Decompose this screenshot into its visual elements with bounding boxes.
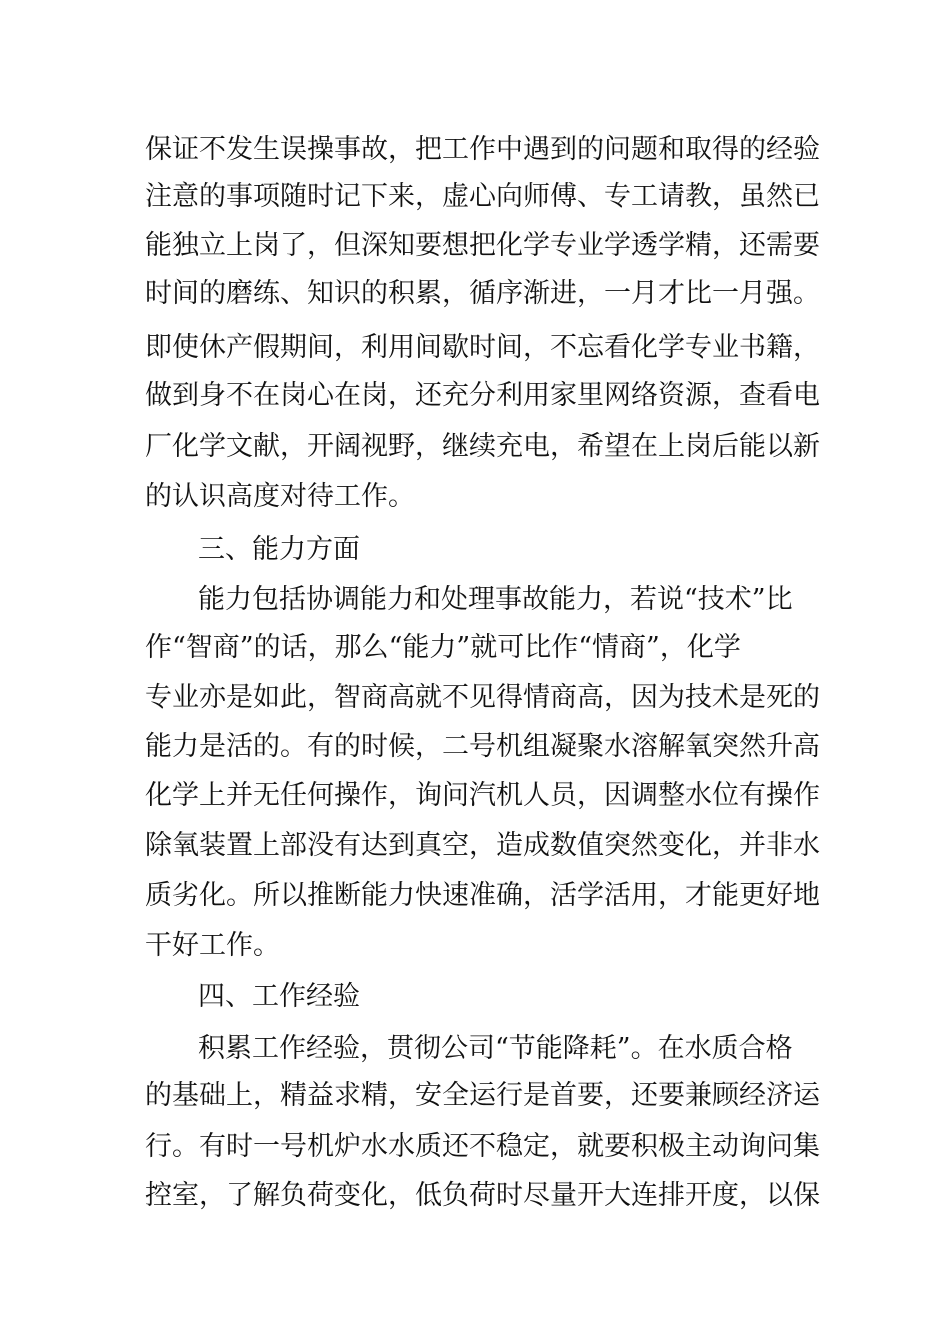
text-line: 除氧装置上部没有达到真空，造成数值突然变化，并非水 — [145, 830, 820, 861]
section-heading: 四、工作经验 — [198, 981, 360, 1012]
section-heading: 三、能力方面 — [198, 534, 360, 565]
text-line: 化学上并无任何操作，询问汽机人员，因调整水位有操作 — [145, 780, 820, 811]
text-line: 做到身不在岗心在岗，还充分利用家里网络资源，查看电 — [145, 380, 820, 411]
text-line: 的基础上，精益求精，安全运行是首要，还要兼顾经济运 — [145, 1080, 820, 1111]
text-line: 厂化学文献，开阔视野，继续充电，希望在上岗后能以新 — [145, 431, 820, 462]
text-line: 作“智商”的话，那么“能力”就可比作“情商”，化学 — [145, 632, 741, 663]
text-line: 积累工作经验，贯彻公司“节能降耗”。在水质合格 — [198, 1033, 793, 1064]
text-line: 注意的事项随时记下来，虚心向师傅、专工请教，虽然已 — [145, 181, 820, 212]
text-line: 保证不发生误操事故，把工作中遇到的问题和取得的经验 — [145, 134, 820, 165]
text-line: 能力是活的。有的时候，二号机组凝聚水溶解氧突然升高 — [145, 731, 820, 762]
text-line: 的认识高度对待工作。 — [145, 481, 415, 512]
text-line: 时间的磨练、知识的积累，循序渐进，一月才比一月强。 — [145, 278, 820, 309]
text-line: 干好工作。 — [145, 930, 280, 961]
text-line: 能力包括协调能力和处理事故能力，若说“技术”比 — [198, 584, 793, 615]
text-line: 即使休产假期间，利用间歇时间，不忘看化学专业书籍， — [145, 332, 820, 363]
text-line: 质劣化。所以推断能力快速准确，活学活用，才能更好地 — [145, 880, 820, 911]
text-line: 专业亦是如此，智商高就不见得情商高，因为技术是死的 — [145, 682, 820, 713]
text-line: 控室，了解负荷变化，低负荷时尽量开大连排开度，以保 — [145, 1180, 820, 1211]
text-line: 能独立上岗了，但深知要想把化学专业学透学精，还需要 — [145, 230, 820, 261]
text-line: 行。有时一号机炉水水质还不稳定，就要积极主动询问集 — [145, 1131, 820, 1162]
